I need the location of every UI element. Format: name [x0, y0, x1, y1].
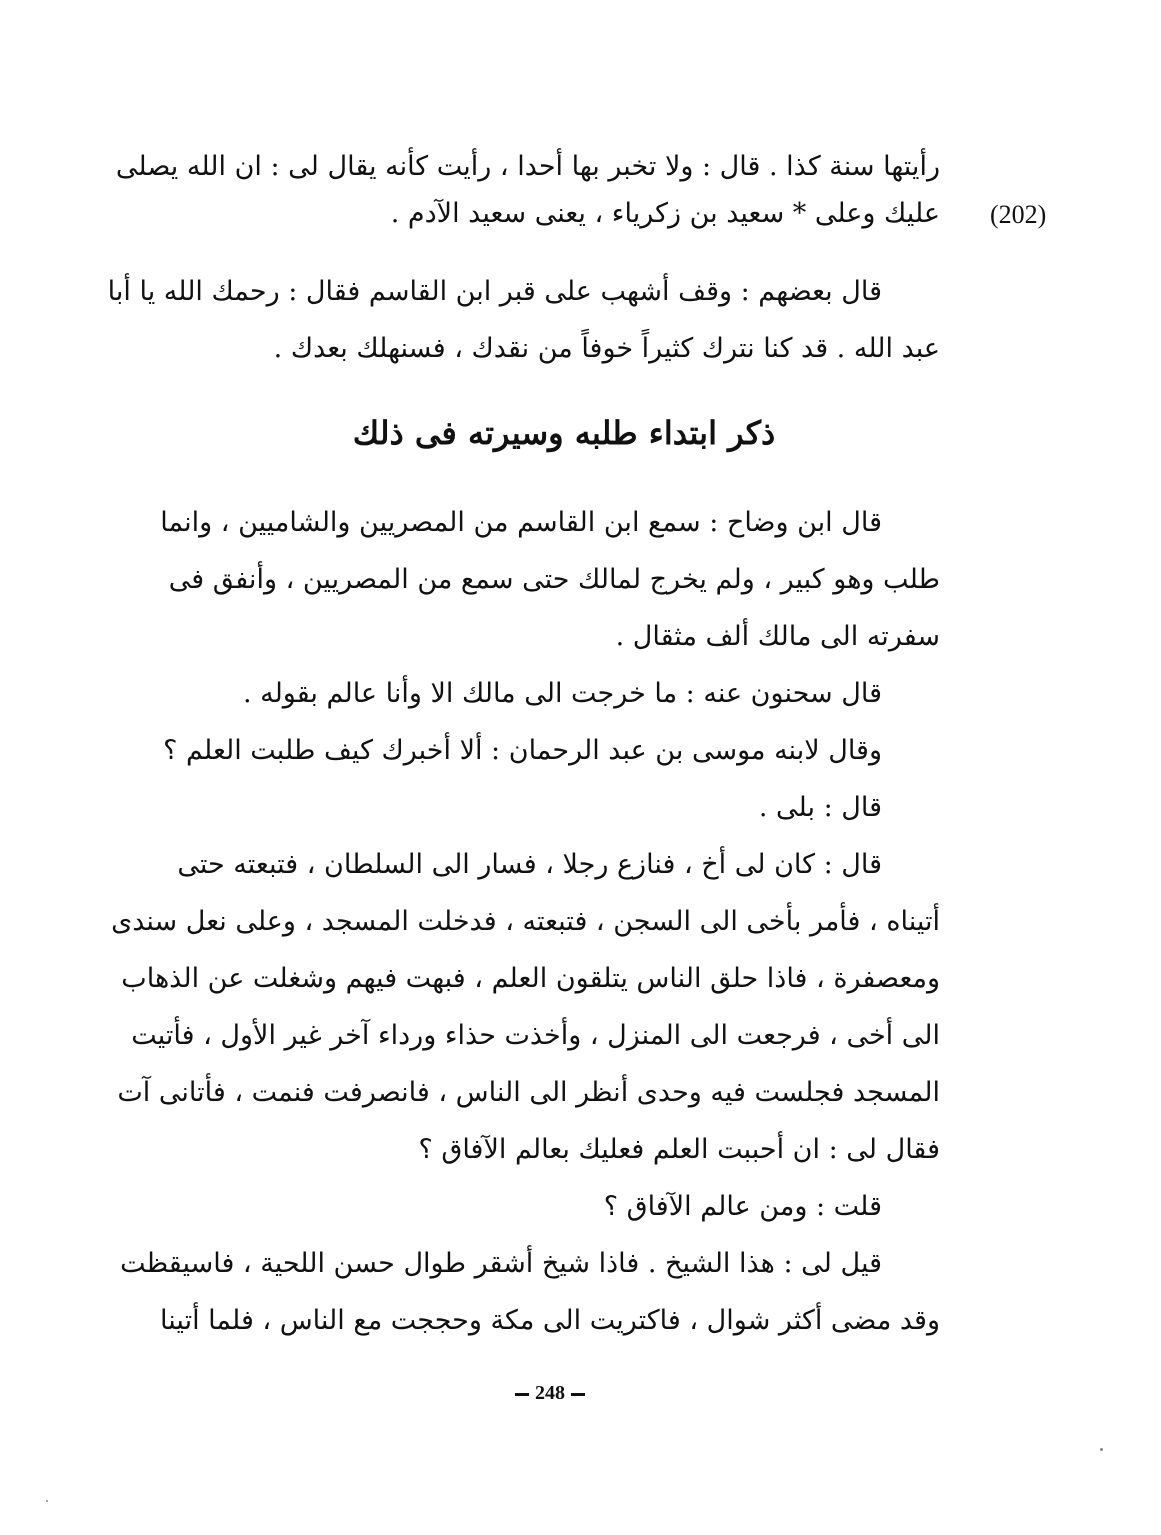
- text-line: وقد مضى أكثر شوال ، فاكتريت الى مكة وحججت مع الناس ، فلما أتينا: [160, 1305, 940, 1336]
- text-line: فقال لى : ان أحببت العلم فعليك بعالم الآفاق ؟: [418, 1134, 940, 1165]
- paragraph: [188, 665, 940, 722]
- text-line: رأيتها سنة كذا . قال : ولا تخبر بها أحدا ، رأيت كأنه يقال لى : ان الله يصلى: [115, 151, 940, 182]
- scan-speck: [1100, 1448, 1103, 1451]
- paragraph: [120, 1235, 940, 1349]
- folio-dash-left: [515, 1393, 529, 1396]
- margin-number: (202): [990, 200, 1047, 229]
- continued-paragraph: [115, 143, 940, 237]
- section-heading: ذكر ابتداء طلبه وسيرته فى ذلك: [352, 414, 776, 452]
- paragraph: [160, 494, 940, 665]
- text-line: عليك وعلى * سعيد بن زكرياء ، يعنى سعيد الآدم .: [390, 198, 940, 229]
- paragraph: [163, 722, 940, 779]
- paragraph: [188, 779, 940, 836]
- text-line: قال ابن وضاح : سمع ابن القاسم من المصريين والشاميين ، وانما: [160, 507, 882, 538]
- text-line: قلت : ومن عالم الآفاق ؟: [603, 1191, 882, 1222]
- paragraph: [111, 836, 940, 1178]
- anecdote-paragraph: [107, 263, 940, 377]
- text-line: عبد الله . قد كنا نترك كثيراً خوفاً من نقدك ، فسنهلك بعدك .: [273, 333, 940, 364]
- text-line: سفرته الى مالك ألف مثقال .: [615, 621, 940, 652]
- text-line: قال بعضهم : وقف أشهب على قبر ابن القاسم فقال : رحمك الله يا أبا: [107, 276, 882, 307]
- text-line: ومعصفرة ، فاذا حلق الناس يتلقون العلم ، فبهت فيهم وشغلت عن الذهاب: [121, 963, 940, 994]
- text-line: قال : كان لى أخ ، فنازع رجلا ، فسار الى السلطان ، فتبعته حتى: [177, 849, 882, 880]
- folio-dash-right: [571, 1393, 585, 1396]
- scan-speck: [46, 1500, 48, 1502]
- text-line: قال سحنون عنه : ما خرجت الى مالك الا وأنا عالم بقوله .: [242, 678, 882, 709]
- text-line: طلب وهو كبير ، ولم يخرج لمالك حتى سمع من المصريين ، وأنفق فى: [168, 564, 940, 595]
- text-line: الى أخى ، فرجعت الى المنزل ، وأخذت حذاء ورداء آخر غير الأول ، فأتيت: [131, 1020, 940, 1051]
- text-line: وقال لابنه موسى بن عبد الرحمان : ألا أخبرك كيف طلبت العلم ؟: [163, 735, 882, 766]
- page-number: [0, 1382, 1100, 1405]
- text-line: قيل لى : هذا الشيخ . فاذا شيخ أشقر طوال حسن اللحية ، فاسيقظت: [120, 1248, 882, 1279]
- text-line: المسجد فجلست فيه وحدى أنظر الى الناس ، فانصرفت فنمت ، فأتانى آت: [117, 1077, 940, 1108]
- text-line: قال : بلى .: [758, 792, 882, 823]
- paragraph: [188, 1178, 940, 1235]
- text-line: أتيناه ، فأمر بأخى الى السجن ، فتبعته ، فدخلت المسجد ، وعلى نعل سندى: [111, 906, 940, 937]
- section-body: [111, 494, 940, 1349]
- page-number-value: 248: [535, 1382, 565, 1404]
